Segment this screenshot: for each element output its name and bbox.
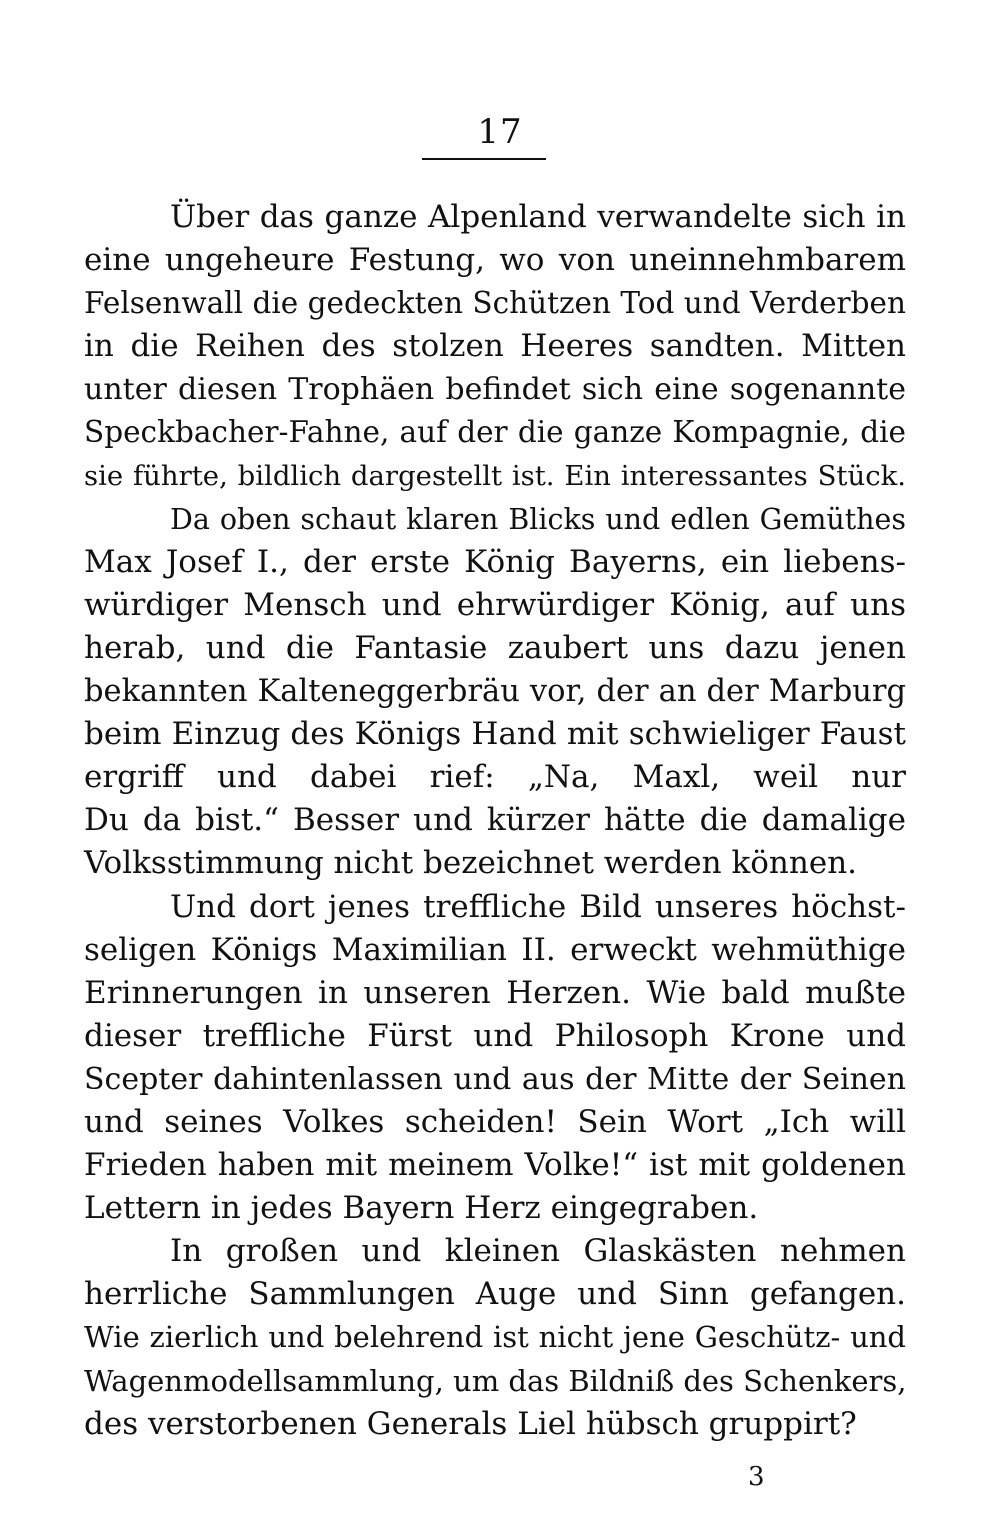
- text-line: Felsenwall die gedeckten Schützen Tod und Verderben: [84, 286, 906, 321]
- text-line: Über das ganze Alpenland verwandelte sich in: [170, 199, 906, 235]
- text-line: In großen und kleinen Glaskästen nehmen: [170, 1233, 906, 1270]
- text-line: sie führte, bildlich dargestellt ist. Ein interessantes Stück.: [84, 459, 906, 492]
- text-line: herab, und die Fantasie zaubert uns dazu jenen: [84, 629, 906, 666]
- signature-mark: 3: [748, 1462, 765, 1492]
- text-line: beim Einzug des Königs Hand mit schwieliger Faust: [84, 716, 906, 753]
- text-line: Frieden haben mit meinem Volke!“ ist mit goldenen: [84, 1147, 906, 1184]
- page-number-rule: [422, 158, 546, 160]
- paragraph-2: [84, 498, 906, 886]
- text-line: herrliche Sammlungen Auge und Sinn gefangen.: [84, 1276, 906, 1313]
- text-line: des verstorbenen Generals Liel hübsch gruppirt?: [84, 1405, 857, 1442]
- text-line: bekannten Kalteneggerbräu vor, der an der Marburg: [84, 674, 906, 710]
- text-line: ergriff und dabei rief: „Na, Maxl, weil nur: [84, 759, 906, 796]
- text-line: Max Josef I., der erste König Bayerns, ein liebens-: [84, 543, 906, 580]
- text-line: Volksstimmung nicht bezeichnet werden können.: [84, 845, 858, 882]
- text-line: Wie zierlich und belehrend ist nicht jene Geschütz- und: [84, 1320, 906, 1355]
- paragraph-4: [84, 1230, 906, 1445]
- text-line: in die Reihen des stolzen Heeres sandten. Mitten: [84, 328, 906, 365]
- page-number: 17: [477, 112, 523, 152]
- text-line: Lettern in jedes Bayern Herz eingegraben.: [84, 1190, 759, 1227]
- text-line: unter diesen Trophäen befindet sich eine sogenannte: [84, 372, 906, 408]
- text-line: und seines Volkes scheiden! Sein Wort „Ich will: [84, 1103, 906, 1140]
- text-line: würdiger Mensch und ehrwürdiger König, auf uns: [84, 586, 906, 623]
- text-line: Scepter dahintenlassen und aus der Mitte der Seinen: [84, 1061, 906, 1097]
- text-line: dieser treffliche Fürst und Philosoph Krone und: [84, 1017, 906, 1054]
- paragraph-1: [84, 196, 906, 498]
- text-line: Speckbacher-Fahne, auf der die ganze Kompagnie, die: [84, 415, 906, 450]
- text-line: seligen Königs Maximilian II. erweckt wehmüthige: [84, 931, 906, 968]
- text-line: Wagenmodellsammlung, um das Bildniß des Schenkers,: [84, 1363, 907, 1398]
- text-line: Und dort jenes treffliche Bild unseres höchst-: [170, 888, 906, 925]
- text-line: Du da bist.“ Besser und kürzer hätte die damalige: [84, 802, 906, 839]
- paragraph-3: [84, 886, 906, 1231]
- body-text: [84, 196, 906, 1446]
- text-line: Da oben schaut klaren Blicks und edlen Gemüthes: [170, 502, 906, 536]
- text-line: Erinnerungen in unseren Herzen. Wie bald mußte: [84, 974, 906, 1011]
- text-line: eine ungeheure Festung, wo von uneinnehmbarem: [84, 242, 906, 279]
